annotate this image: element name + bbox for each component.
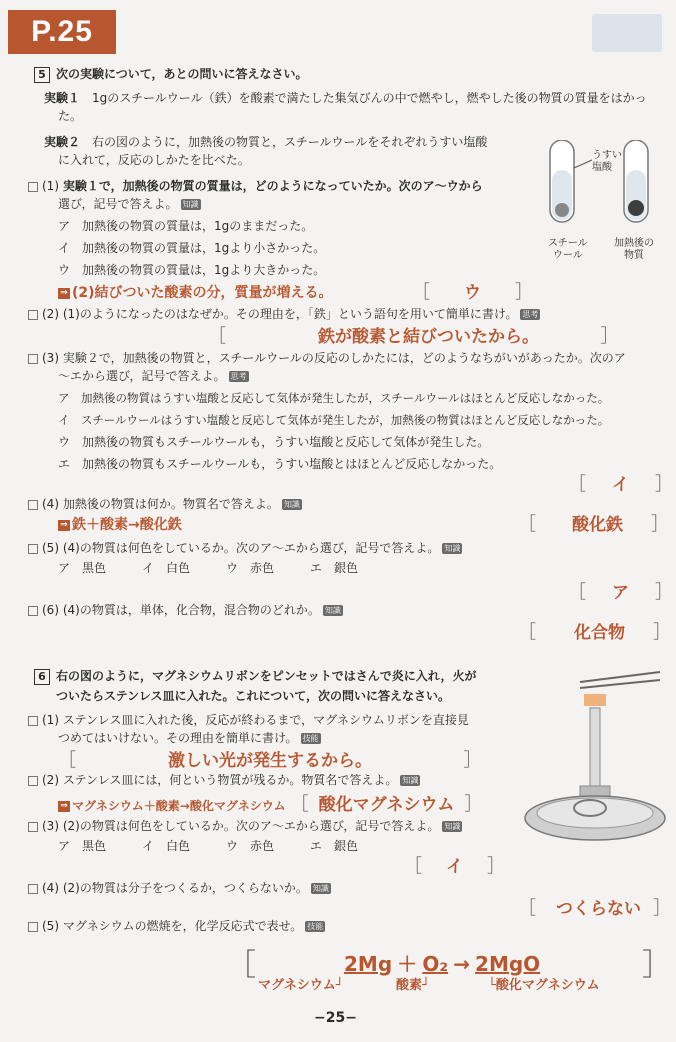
q5-3-prompt: [28, 350, 626, 366]
q5-4-num: (4): [42, 497, 59, 511]
q6-3-options: ア 黒色 イ 白色 ウ 赤色 エ 銀色: [58, 839, 359, 853]
q5-number: 5: [34, 67, 50, 83]
eq-label-mgo: └酸化マグネシウム: [488, 978, 600, 993]
q5-4-answer: 酸化鉄: [572, 515, 623, 535]
q6-2-answer: 酸化マグネシウム: [318, 795, 455, 815]
q5-3-option-i: イ スチールウールはうすい塩酸と反応して気体が発生したが，加熱後の物質はほとんど反応しなかった。: [58, 413, 610, 427]
q5-2-answer-box: ［ 鉄が酸素と結びついたから。 ］: [208, 326, 619, 347]
q5-6-answer: 化合物: [574, 623, 625, 643]
q5-3-num: (3): [42, 351, 59, 365]
tag-skill: 技能: [307, 922, 324, 931]
q5-3-prompt-line2: [58, 368, 249, 384]
checkbox-q6-4[interactable]: [28, 884, 38, 894]
exp1-text-line2: た。: [58, 109, 83, 123]
label-steel-wool: [548, 238, 588, 262]
q6-4-text: (2)の物質は分子をつくるか，つくらないか。: [62, 881, 308, 895]
q6-4-num: (4): [42, 881, 59, 895]
q5-1-option-i: イ 加熱後の物質の質量は，1gより小さかった。: [58, 241, 326, 255]
q5-1-hint-text: (2)結びついた酸素の分，質量が増える。: [72, 285, 333, 301]
heated-sample: [628, 200, 644, 216]
q5-6-answer-box: ［ 化合物 ］: [518, 622, 671, 643]
q6-1-num: (1): [42, 713, 59, 727]
q5-1-answer: ウ: [464, 283, 481, 303]
eq-plus: ＋: [397, 952, 418, 976]
q5-2-text: (1)のようになったのはなぜか。その理由を，「鉄」という語句を用いて簡単に書け。: [62, 307, 518, 321]
q5-exp2: [44, 134, 487, 150]
exp2-text-line2: に入れて，反応のしかたを比べた。: [58, 153, 250, 167]
tag-knowledge: 知識: [444, 544, 461, 553]
q6-2-prompt: [28, 772, 420, 788]
q5-1-answer-box: ［ ウ ］: [412, 282, 533, 303]
q5-2-num: (2): [42, 307, 59, 321]
label-acid-1: うすい: [592, 150, 622, 161]
tag-knowledge: 知識: [182, 200, 199, 209]
eq-bracket-right: ］: [642, 948, 672, 983]
checkbox-q6-3[interactable]: [28, 822, 38, 832]
q6-intro-text: 右の図のように，マグネシウムリボンをピンセットではさんで炎に入れ，火が: [56, 669, 477, 683]
q5-2-prompt: [28, 306, 540, 322]
q5-2-answer: 鉄が酸素と結びついたから。: [318, 327, 531, 347]
eq-label-mg: マグネシウム┘: [258, 978, 344, 993]
page-number: −25−: [314, 1010, 357, 1026]
q6-4-prompt: [28, 880, 331, 896]
tag-knowledge: 知識: [283, 500, 300, 509]
exp1-text: 1gのスチールウール（鉄）を酸素で満たした集気びんの中で燃やし，燃やした後の物質の質量をはかっ: [92, 91, 647, 105]
q5-5-text: (4)の物質は何色をしているか。次のア〜エから選び，記号で答えよ。: [62, 541, 440, 555]
exp2-text: 右の図のように，加熱後の物質と，スチールウールをそれぞれうすい塩酸: [92, 135, 488, 149]
q5-3-option-a: ア 加熱後の物質はうすい塩酸と反応して気体が発生したが，スチールウールはほとんど反応しなかった。: [58, 391, 610, 405]
eq-label-o2: 酸素┘: [396, 978, 430, 993]
page-badge: P.25: [8, 10, 116, 54]
q5-4-text: 加熱後の物質は何か。物質名で答えよ。: [62, 497, 279, 511]
q6-2-hint-text: マグネシウム＋酸素→酸化マグネシウム: [72, 799, 286, 813]
q5-1-text: 実験１で，加熱後の物質の質量は，どのようになっていたか。次のア〜ウから: [62, 179, 483, 193]
q5-3-option-e: エ 加熱後の物質もスチールウールも，うすい塩酸とはほとんど反応しなかった。: [58, 457, 502, 471]
q6-1-answer: 激しい光が発生するから。: [168, 751, 364, 771]
eq-label-mg-text: マグネシウム: [258, 978, 336, 993]
eq-arrow: →: [453, 952, 470, 976]
q5-3-answer: イ: [612, 475, 629, 495]
tag-thinking: 思考: [230, 372, 247, 381]
q5-intro: [34, 66, 308, 83]
q6-number: 6: [34, 669, 50, 685]
q6-2-text: ステンレス皿には，何という物質が残るか。物質名で答えよ。: [62, 773, 398, 787]
burner-dish-figure: [520, 668, 670, 858]
tag-knowledge: 知識: [324, 606, 341, 615]
q6-2-hint-answer: ⇒ マグネシウム＋酸素→酸化マグネシウム ［ 酸化マグネシウム ］: [58, 790, 482, 816]
q5-5-answer: ア: [612, 583, 629, 603]
q6-intro: [34, 668, 476, 685]
q5-1-num: (1): [42, 179, 59, 193]
label-dilute-acid: [592, 150, 622, 174]
exp1-label: 実験１: [44, 91, 81, 105]
q6-3-answer-box: ［ イ ］: [404, 856, 505, 877]
eq-o2: O₂: [422, 952, 449, 976]
q6-4-answer-box: ［ つくらない ］: [518, 898, 671, 919]
q5-4-prompt: [28, 496, 302, 512]
checkbox-q6-2[interactable]: [28, 776, 38, 786]
q6-3-num: (3): [42, 819, 59, 833]
q5-3-text: 実験２で，加熱後の物質と，スチールウールの反応のしかたには，どのようなちがいがあったか。次のア: [62, 351, 626, 365]
label-steel-1: スチール: [548, 238, 588, 249]
q6-5-num: (5): [42, 919, 59, 933]
q6-1-text2: つめてはいけない。その理由を簡単に書け。: [58, 731, 298, 745]
q6-1-prompt-line2: [58, 730, 321, 746]
tag-knowledge: 知識: [312, 884, 329, 893]
eq-bracket-left: ［: [226, 948, 256, 983]
checkbox-q5-1[interactable]: [28, 182, 38, 192]
q6-3-answer: イ: [446, 857, 463, 877]
q5-1-prompt: [28, 178, 483, 194]
tag-skill: 技能: [302, 734, 319, 743]
q6-2-num: (2): [42, 773, 59, 787]
checkbox-q6-5[interactable]: [28, 922, 38, 932]
label-acid-2: 塩酸: [592, 162, 612, 173]
q5-6-prompt: [28, 602, 343, 618]
bleed-through-block: [592, 14, 662, 52]
q5-4-hint: [58, 514, 182, 534]
arrow-icon: ⇒: [58, 520, 70, 531]
label-steel-2: ウール: [552, 250, 583, 261]
q5-3-text2: 〜エから選び，記号で答えよ。: [58, 369, 226, 383]
flame: [584, 694, 606, 706]
checkbox-q5-4[interactable]: [28, 500, 38, 510]
checkbox-q5-3[interactable]: [28, 354, 38, 364]
label-heated-substance: [614, 238, 654, 262]
q6-5-prompt: [28, 918, 325, 934]
q5-1-hint: [58, 282, 333, 302]
q5-4-hint-text: 鉄＋酸素→酸化鉄: [72, 517, 182, 533]
q5-5-prompt: [28, 540, 462, 556]
checkbox-q5-5[interactable]: [28, 544, 38, 554]
tag-knowledge: 知識: [444, 822, 461, 831]
q5-6-num: (6): [42, 603, 59, 617]
arrow-icon: ⇒: [58, 288, 70, 299]
burner-tube: [590, 708, 600, 788]
q5-5-options: ア 黒色 イ 白色 ウ 赤色 エ 銀色: [58, 561, 359, 575]
q5-5-num: (5): [42, 541, 59, 555]
checkbox-q5-2[interactable]: [28, 310, 38, 320]
q5-intro-text: 次の実験について，あとの問いに答えなさい。: [56, 67, 308, 81]
burner-base: [580, 786, 610, 796]
q5-6-text: (4)の物質は，単体，化合物，混合物のどれか。: [62, 603, 320, 617]
exp2-label: 実験２: [44, 135, 81, 149]
q5-exp1: [44, 90, 647, 106]
checkbox-q5-6[interactable]: [28, 606, 38, 616]
eq-label-o2-text: 酸素: [396, 978, 423, 993]
q5-1-prompt-line2: [58, 196, 201, 212]
q6-5-text: マグネシウムの燃焼を，化学反応式で表せ。: [62, 919, 303, 933]
chemical-equation: [344, 948, 540, 977]
eq-left: 2Mg: [344, 952, 393, 976]
arrow-icon: ⇒: [58, 801, 70, 812]
q6-1-answer-box: ［ 激しい光が発生するから。 ］: [58, 750, 482, 771]
q6-intro-line2: ついたらステンレス皿に入れた。これについて，次の問いに答えなさい。: [56, 689, 451, 703]
eq-label-mgo-text: 酸化マグネシウム: [495, 978, 600, 993]
label-heated-2: 物質: [624, 250, 644, 261]
eq-right: 2MgO: [475, 952, 541, 976]
dish-inner: [537, 798, 653, 828]
q6-3-prompt: [28, 818, 462, 834]
leader-line: [574, 160, 592, 168]
label-heated-1: 加熱後の: [614, 238, 654, 249]
q5-1-option-u: ウ 加熱後の物質の質量は，1gより大きかった。: [58, 263, 326, 277]
q5-3-option-u: ウ 加熱後の物質もスチールウールも，うすい塩酸と反応して気体が発生した。: [58, 435, 490, 449]
q6-3-text: (2)の物質は何色をしているか。次のア〜エから選び，記号で答えよ。: [62, 819, 440, 833]
q6-1-prompt: [28, 712, 469, 728]
q5-5-answer-box: ［ ア ］: [568, 582, 673, 603]
tag-thinking: 思考: [522, 310, 539, 319]
q5-1-option-a: ア 加熱後の物質の質量は，1gのままだった。: [58, 219, 314, 233]
tag-knowledge: 知識: [402, 776, 419, 785]
steel-wool-sample: [555, 203, 569, 217]
q5-3-answer-box: ［ イ ］: [568, 474, 673, 495]
q5-4-answer-box: ［ 酸化鉄 ］: [518, 514, 669, 535]
q6-4-answer: つくらない: [556, 899, 641, 919]
q5-1-text2: 選び，記号で答えよ。: [58, 197, 178, 211]
checkbox-q6-1[interactable]: [28, 716, 38, 726]
q6-1-text: ステンレス皿に入れた後，反応が終わるまで，マグネシウムリボンを直接見: [62, 713, 469, 727]
